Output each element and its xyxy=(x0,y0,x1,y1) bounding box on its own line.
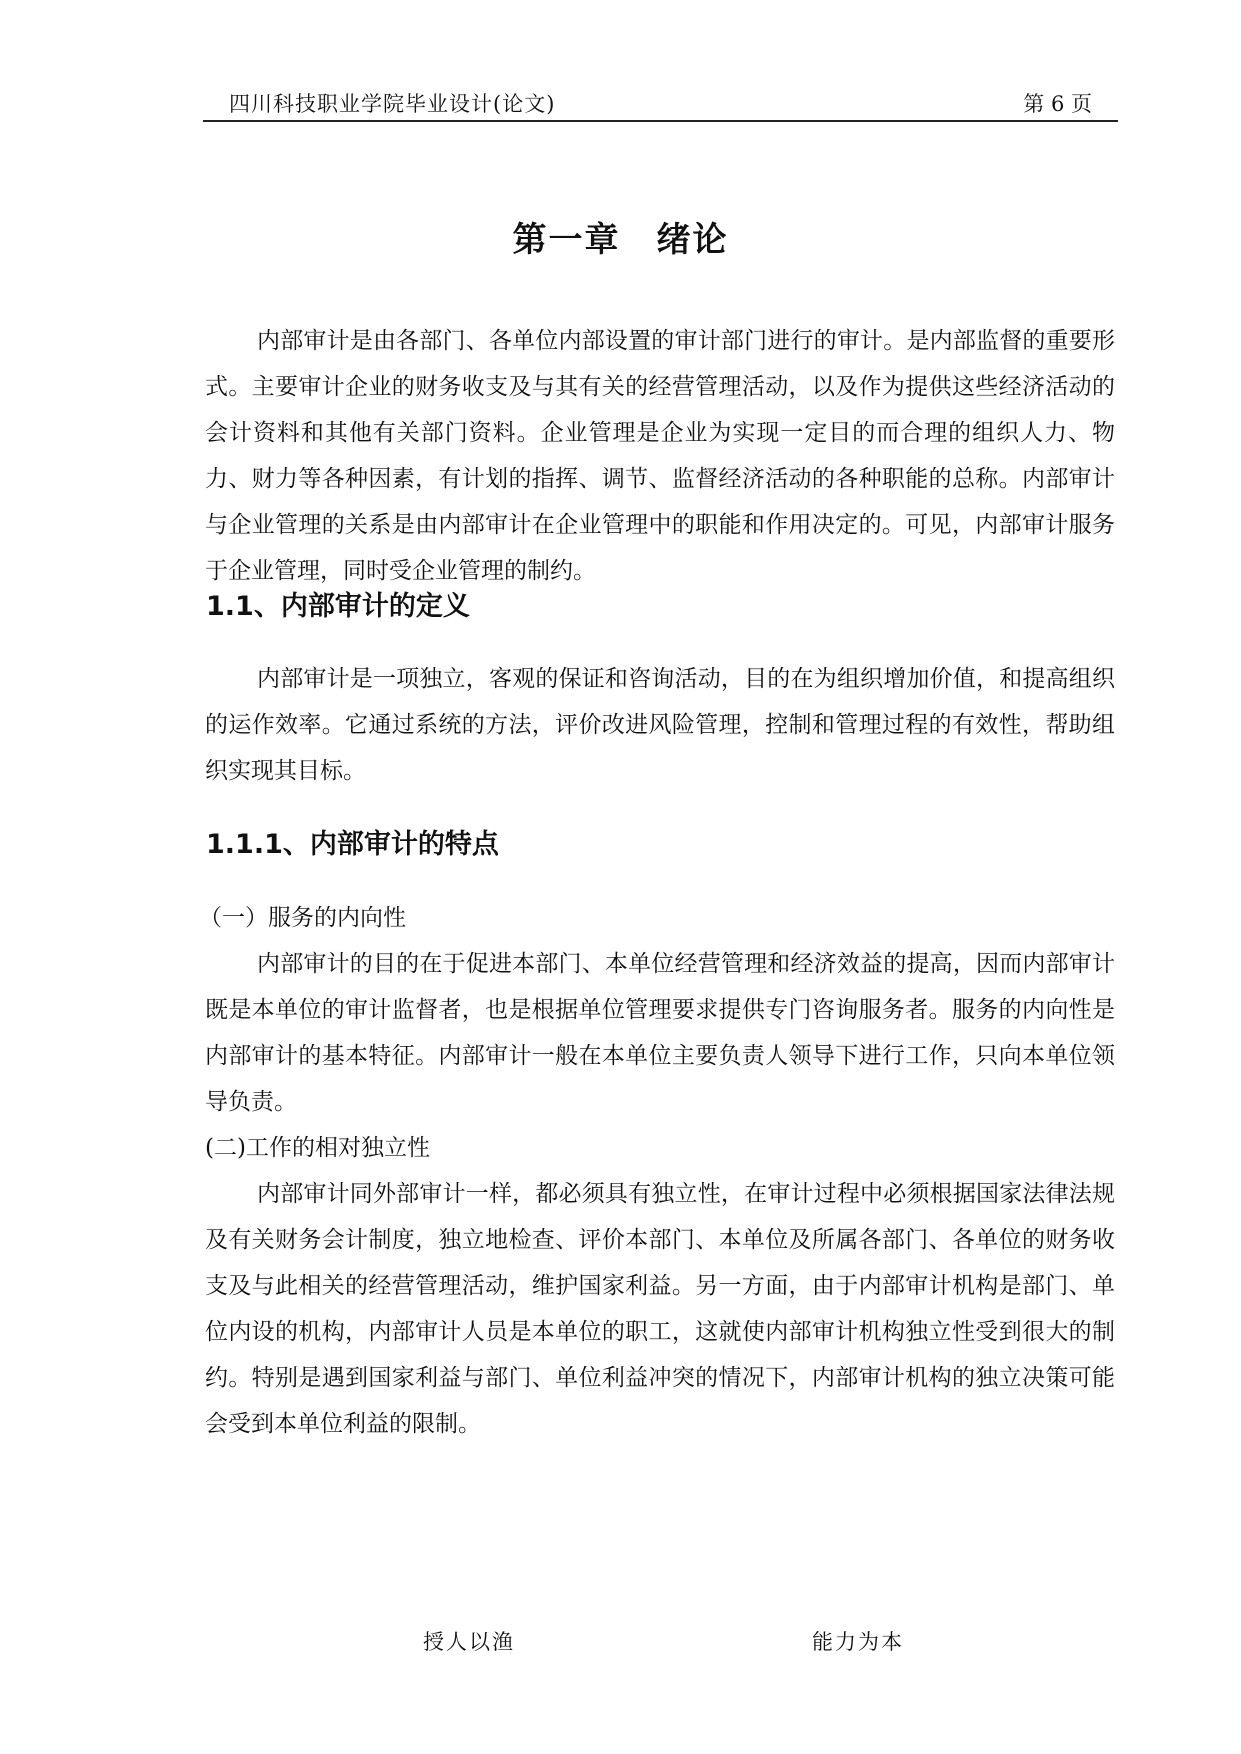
item1-paragraph: 内部审计的目的在于促进本部门、本单位经营管理和经济效益的提高，因而内部审计既是本单位的审计监督者，也是根据单位管理要求提供专门咨询服务者。服务的内向性是内部审计的基本特征。内部审计一般在本单位主要负责人领导下进行工作，只向本单位领导负责。 xyxy=(205,951,1115,1115)
intro-paragraph: 内部审计是由各部门、各单位内部设置的审计部门进行的审计。是内部监督的重要形式。主要审计企业的财务收支及与其有关的经营管理活动，以及作为提供这些经济活动的会计资料和其他有关部门资料。企业管理是企业为实现一定目的而合理的组织人力、物力、财力等各种因素，有计划的指挥、调节、监督经济活动的各种职能的总称。内部审计与企业管理的关系是由内部审计在企业管理中的职能和作用决定的。可见，内部审计服务于企业管理，同时受企业管理的制约。 xyxy=(205,328,1115,584)
footer-motto-right: 能力为本 xyxy=(812,1630,904,1654)
header-school-title: 四川科技职业学院毕业设计(论文) xyxy=(229,92,556,116)
header-page-number: 第 6 页 xyxy=(1023,92,1092,116)
section-heading-1-1-1: 1.1.1、内部审计的特点 xyxy=(206,829,499,860)
item2-paragraph: 内部审计同外部审计一样，都必须具有独立性，在审计过程中必须根据国家法律法规及有关财务会计制度，独立地检查、评价本部门、本单位及所属各部门、各单位的财务收支及与此相关的经营管理活动，维护国家利益。另一方面，由于内部审计机构是部门、单位内设的机构，内部审计人员是本单位的职工，这就使内部审计机构独立性受到很大的制约。特别是遇到国家利益与部门、单位利益冲突的情况下，内部审计机构的独立决策可能会受到本单位利益的限制。 xyxy=(205,1181,1115,1437)
chapter-title: 第一章 绪论 xyxy=(512,220,729,260)
item1-title: （一）服务的内向性 xyxy=(199,905,406,931)
footer-motto-left: 授人以渔 xyxy=(423,1630,515,1654)
section-1-1-paragraph: 内部审计是一项独立，客观的保证和咨询活动，目的在为组织增加价值，和提高组织的运作效率。它通过系统的方法，评价改进风险管理，控制和管理过程的有效性，帮助组织实现其目标。 xyxy=(205,666,1115,784)
item2-title: (二)工作的相对独立性 xyxy=(205,1135,430,1161)
page-header xyxy=(203,84,1118,122)
section-heading-1-1: 1.1、内部审计的定义 xyxy=(206,591,470,622)
